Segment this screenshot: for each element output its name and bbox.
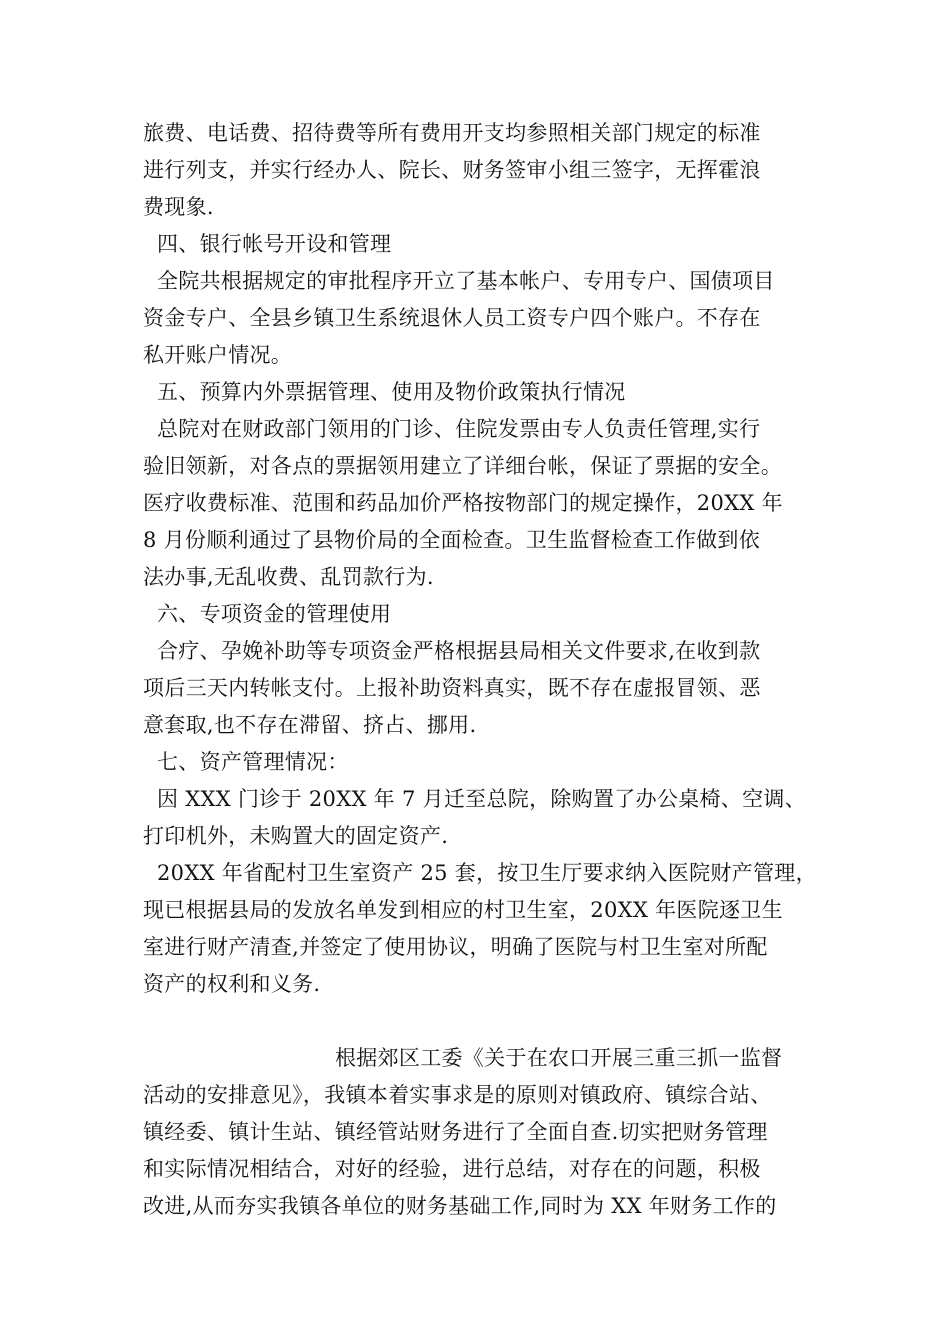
section-heading: 四、银行帐号开设和管理 bbox=[157, 232, 392, 256]
paragraph-line: 资金专户、全县乡镇卫生系统退休人员工资专户四个账户。不存在 bbox=[143, 306, 761, 330]
paragraph-line: 验旧领新，对各点的票据领用建立了详细台帐，保证了票据的安全。 bbox=[143, 454, 782, 478]
paragraph-line: 和实际情况相结合，对好的经验，进行总结，对存在的问题，积极 bbox=[143, 1157, 761, 1181]
paragraph-line: 打印机外，未购置大的固定资产. bbox=[143, 824, 449, 848]
paragraph-line: 根据郊区工委《关于在农口开展三重三抓一监督 bbox=[335, 1046, 783, 1070]
section-heading: 六、专项资金的管理使用 bbox=[157, 602, 392, 626]
paragraph-line: 室进行财产清查,并签定了使用协议，明确了医院与村卫生室对所配 bbox=[143, 935, 768, 959]
paragraph-line: 20XX 年省配村卫生室资产 25 套，按卫生厅要求纳入医院财产管理， bbox=[157, 861, 817, 885]
paragraph-line: 项后三天内转帐支付。上报补助资料真实，既不存在虚报冒领、恶 bbox=[143, 676, 761, 700]
section-heading: 五、预算内外票据管理、使用及物价政策执行情况 bbox=[157, 380, 626, 404]
paragraph-line: 意套取,也不存在滞留、挤占、挪用. bbox=[143, 713, 477, 737]
paragraph-line: 进行列支，并实行经办人、院长、财务签审小组三签字，无挥霍浪 bbox=[143, 158, 761, 182]
paragraph-line: 私开账户情况。 bbox=[143, 343, 293, 367]
paragraph-line: 因 XXX 门诊于 20XX 年 7 月迁至总院，除购置了办公桌椅、空调、 bbox=[157, 787, 806, 811]
paragraph-line: 8 月份顺利通过了县物价局的全面检查。卫生监督检查工作做到依 bbox=[143, 528, 761, 552]
paragraph-line: 费现象. bbox=[143, 195, 214, 219]
paragraph-line: 法办事,无乱收费、乱罚款行为. bbox=[143, 565, 434, 589]
paragraph-line: 合疗、孕娩补助等专项资金严格根据县局相关文件要求,在收到款 bbox=[157, 639, 761, 663]
section-heading: 七、资产管理情况： bbox=[157, 750, 349, 774]
paragraph-line: 总院对在财政部门领用的门诊、住院发票由专人负责任管理,实行 bbox=[157, 417, 761, 441]
paragraph-line: 改进,从而夯实我镇各单位的财务基础工作,同时为 XX 年财务工作的 bbox=[143, 1194, 777, 1218]
paragraph-line: 活动的安排意见》，我镇本着实事求是的原则对镇政府、镇综合站、 bbox=[143, 1083, 772, 1107]
paragraph-line: 旅费、电话费、招待费等所有费用开支均参照相关部门规定的标准 bbox=[143, 121, 761, 145]
paragraph-line: 资产的权利和义务. bbox=[143, 972, 321, 996]
paragraph-line: 镇经委、镇计生站、镇经管站财务进行了全面自查.切实把财务管理 bbox=[143, 1120, 768, 1144]
paragraph-line: 医疗收费标准、范围和药品加价严格按物部门的规定操作，20XX 年 bbox=[143, 491, 783, 515]
paragraph-line: 现已根据县局的发放名单发到相应的村卫生室，20XX 年医院逐卫生 bbox=[143, 898, 783, 922]
paragraph-line: 全院共根据规定的审批程序开立了基本帐户、专用专户、国债项目 bbox=[157, 269, 775, 293]
